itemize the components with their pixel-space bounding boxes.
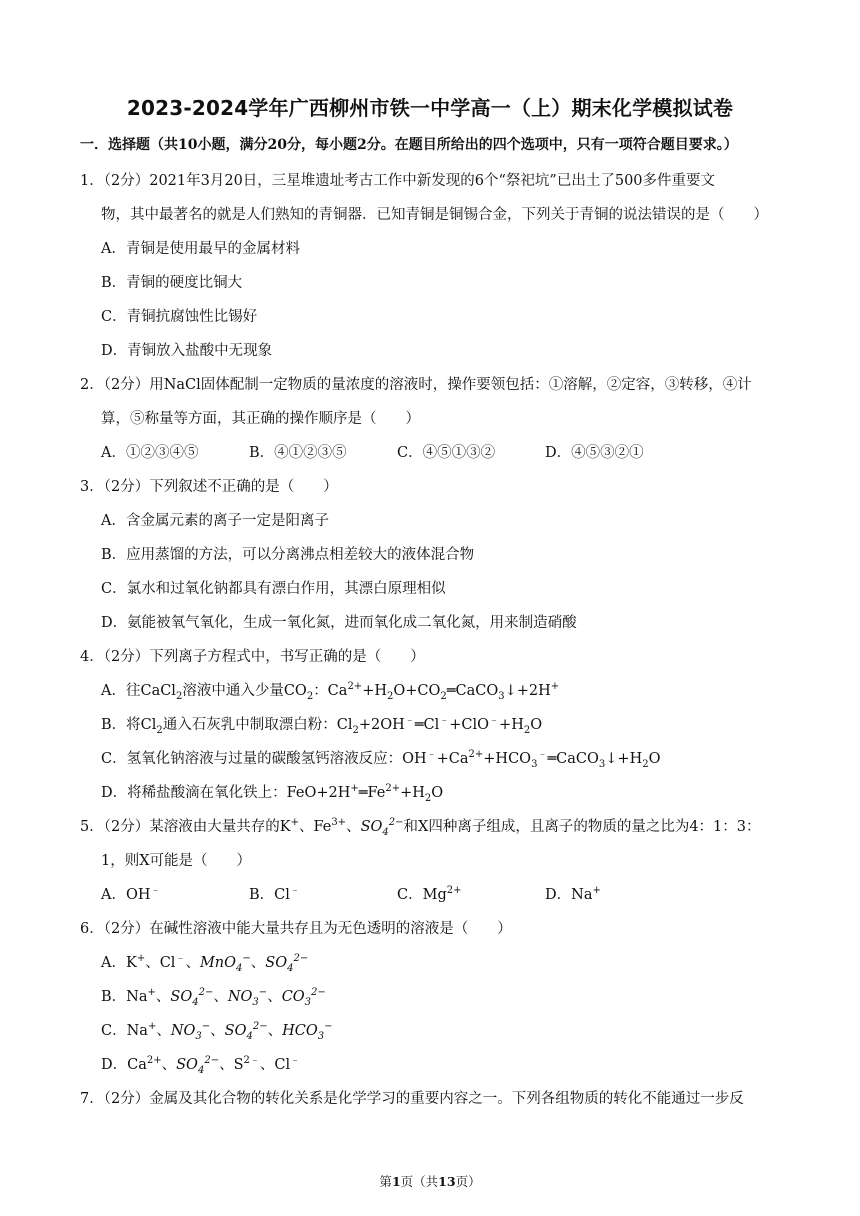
question-number: 1．	[80, 173, 104, 189]
question-stem	[80, 164, 780, 198]
option-a: A．含金属元素的离子一定是阳离子	[101, 513, 329, 529]
question-number: 6．	[80, 921, 104, 937]
stem-continuation: 1，则X可能是（ ）	[101, 853, 252, 869]
option-d: D．青铜放入盐酸中无现象	[101, 343, 273, 359]
question-number: 2．	[80, 377, 104, 393]
question-list	[80, 164, 780, 1116]
options-row	[80, 878, 780, 912]
option-d: D．将稀盐酸滴在氧化铁上：$FeO+2H^+═Fe^{2+}+H_2O$	[101, 783, 444, 804]
option-a: A．青铜是使用最早的金属材料	[101, 241, 300, 257]
page-footer: 第1页（共13页）	[379, 1174, 481, 1189]
option-c: C．氢氧化钠溶液与过量的碳酸氢钙溶液反应：$OH^﹣+Ca^{2+}+HCO_3^﹣═CaCO_3↓+H_2O$	[101, 749, 661, 770]
question-stem: 5．（2分）某溶液由大量共存的K+、$Fe^{3+}$、$SO_4^{2-}$和X四种离子组成，且离子的物质的量之比为4：1：3：	[80, 817, 761, 838]
option-c: C．Na+、$NO_3^-$、$SO_4^{2-}$、$HCO_3^-$	[101, 1021, 333, 1042]
question-3	[80, 470, 780, 640]
section-heading: 一．选择题（共10小题，满分20分，每小题2分。在题目所给出的四个选项中，只有一项符合题目要求。）	[80, 137, 738, 153]
question-stem	[80, 1082, 780, 1116]
option-c: C．青铜抗腐蚀性比锡好	[101, 309, 258, 325]
question-number: 3．	[80, 479, 104, 495]
question-score: （2分）	[103, 921, 150, 937]
stem-continuation: 算，⑤称量等方面，其正确的操作顺序是（ ）	[101, 411, 420, 427]
option-b: B．Na+、$SO_4^{2-}$、$NO_3^-$、$CO_3^{2-}$	[101, 987, 326, 1008]
question-number: 5．	[80, 819, 104, 835]
option-d: D．氨能被氧气氧化，生成一氧化氮，进而氧化成二氧化氮，用来制造硝酸	[101, 615, 577, 631]
page-total: 13	[438, 1174, 456, 1189]
option-b: B．Cl﹣	[249, 885, 300, 903]
stem-continuation: 物，其中最著名的就是人们熟知的青铜器．已知青铜是铜锡合金，下列关于青铜的说法错误的是（ ）	[101, 207, 768, 223]
option-b: B．将$Cl_2$通入石灰乳中制取漂白粉：$Cl_2+2OH^﹣═Cl^﹣+ClO^﹣+H_2O$	[101, 715, 543, 736]
option-d: D．$Ca^{2+}$、$SO_4^{2-}$、$S^{2﹣}$、Cl﹣	[101, 1055, 301, 1076]
stem-text: 2021年3月20日，三星堆遗址考古工作中新发现的6个“祭祀坑”已出土了500多件重要文	[149, 173, 716, 189]
question-stem	[80, 640, 780, 674]
stem-text: 下列叙述不正确的是（ ）	[149, 479, 338, 495]
stem-text: 用NaCl固体配制一定物质的量浓度的溶液时，操作要领包括：①溶解，②定容，③转移，④计	[149, 377, 752, 393]
option-a: A．①②③④⑤	[101, 445, 199, 461]
question-6	[80, 912, 780, 1082]
option-b: B．④①②③⑤	[249, 445, 347, 461]
option-c: C．④⑤①③②	[397, 445, 496, 461]
option-b: B．应用蒸馏的方法，可以分离沸点相差较大的液体混合物	[101, 547, 475, 563]
question-4	[80, 640, 780, 810]
question-score: （2分）	[103, 649, 150, 665]
option-a: A．OH﹣	[101, 885, 161, 903]
question-score: （2分）	[103, 173, 150, 189]
question-number: 7．	[80, 1091, 104, 1107]
question-score: （2分）	[103, 377, 150, 393]
page-title: 2023-2024学年广西柳州市铁一中学高一（上）期末化学模拟试卷	[126, 96, 734, 120]
question-7	[80, 1082, 780, 1116]
option-b: B．青铜的硬度比铜大	[101, 275, 243, 291]
option-d: D．④⑤③②①	[545, 445, 644, 461]
stem-text: 下列离子方程式中，书写正确的是（ ）	[149, 649, 425, 665]
option-c: C．氯水和过氧化钠都具有漂白作用，其漂白原理相似	[101, 581, 446, 597]
question-stem	[80, 368, 780, 402]
stem-text: 金属及其化合物的转化关系是化学学习的重要内容之一。下列各组物质的转化不能通过一步反	[149, 1091, 744, 1107]
question-stem	[80, 912, 780, 946]
page-number: 1	[391, 1174, 401, 1189]
question-score: （2分）	[103, 1091, 150, 1107]
stem-text: 在碱性溶液中能大量共存且为无色透明的溶液是（ ）	[149, 921, 512, 937]
question-number: 4．	[80, 649, 104, 665]
question-1	[80, 164, 780, 368]
question-score: （2分）	[103, 819, 150, 835]
question-stem	[80, 470, 780, 504]
option-a: A．K+、Cl﹣、MnO$_4$−、$SO_4^{2-}$	[101, 953, 309, 974]
option-a: A．往CaCl$_2$溶液中通入少量$CO_2$：$Ca^{2+}+H_2O+CO_2═CaCO_3↓+2H^+$	[101, 681, 560, 702]
option-c: C．$Mg^{2+}$	[397, 885, 462, 903]
options-row	[80, 436, 780, 470]
option-d: D．Na+	[545, 885, 601, 903]
question-2	[80, 368, 780, 470]
question-5	[80, 810, 780, 912]
question-score: （2分）	[103, 479, 150, 495]
